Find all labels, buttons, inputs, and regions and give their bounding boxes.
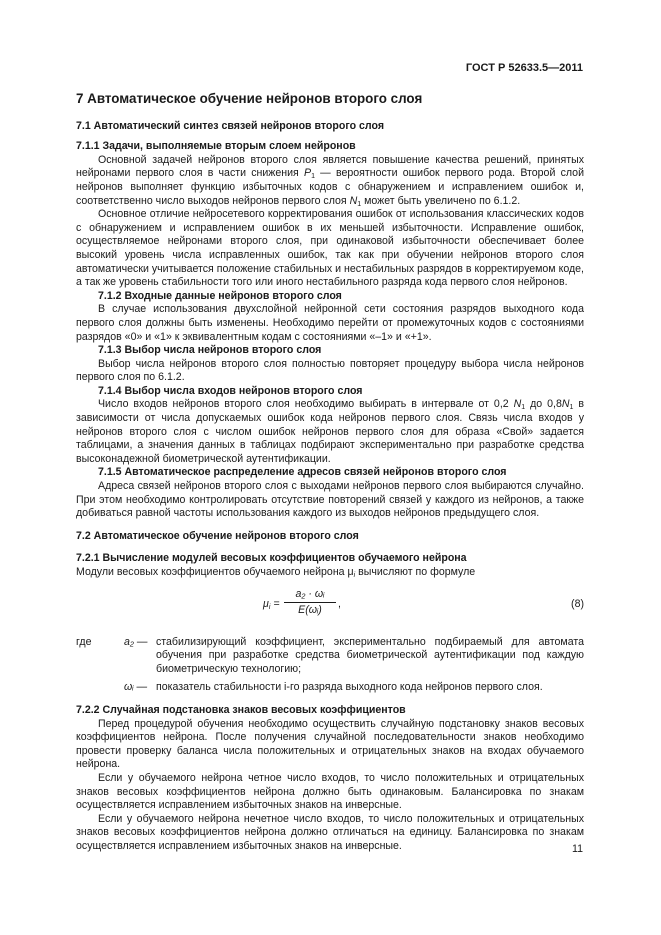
- section-7-2-2-title: 7.2.2 Случайная подстановка знаков весовых коэффициентов: [76, 703, 406, 716]
- section-7-title: 7 Автоматическое обучение нейронов второго слоя: [76, 91, 423, 106]
- section-7-1-4-title: 7.1.4 Выбор числа входов нейронов второго слоя: [98, 384, 363, 397]
- paragraph-7-2-1-1: Модули весовых коэффициентов обучаемого нейрона $\mu_i$ вычисляют по формуле: [76, 566, 476, 579]
- section-7-2-1-title: 7.2.1 Вычисление модулей весовых коэффициентов обучаемого нейрона: [76, 552, 467, 565]
- section-7-1-2-title: 7.1.2 Входные данные нейронов второго слоя: [98, 289, 342, 302]
- where-symbol: ωᵢ —: [124, 681, 148, 694]
- paragraph-7-2-2-3: Если у обучаемого нейрона нечетное число входов, то число положительных и отрицательных знаков весовых коэффициентов нейрона должно отличаться на единицу. Балансировка по знакам осуществляется исправлением избыточных знаков на инверсные.: [76, 812, 584, 852]
- paragraph-7-1-1-2: Основное отличие нейросетевого корректирования ошибок от использования классических кодов с обнаружением и исправлением ошибок в их меньшей избыточности. Исправление ошибок, осуществляемое нейронами второго слоя, при одинаковой избыточности обеспечивает более высокий уровень числа исправленных ошибок, так как при обучении нейронов второго слоя автоматически учитывается положение стабильных и нестабильных разрядов в корректируемом коде, а так же уровень стабильности того или иного нестабильного разряда кода первого слоя нейронов.: [76, 208, 584, 289]
- formula-numerator: a₂ · ωᵢ: [284, 588, 336, 604]
- section-7-1-3-title: 7.1.3 Выбор числа нейронов второго слоя: [98, 344, 322, 357]
- paragraph-7-1-1-1: Основной задачей нейронов второго слоя является повышение качества решений, принятых нейронами первого слоя в части снижения $P_1$ — вероятности ошибок первого рода. Второй слой нейронов выполняет функцию избыточных кодов с обнаружением и исправлением ошибок и, соответственно число выходов нейронов первого слоя $N_1$ может быть увеличено по 6.1.2.: [76, 153, 584, 208]
- formula-number: (8): [571, 597, 584, 610]
- where-list: [76, 636, 584, 695]
- standard-header: ГОСТ Р 52633.5—2011: [465, 62, 583, 74]
- paragraph-7-2-2-2: Если у обучаемого нейрона четное число входов, то число положительных и отрицательных знаков весовых коэффициентов нейрона должно быть одинаковым. Балансировка по знакам осуществляется исправлением избыточных знаков на инверсные.: [76, 771, 584, 812]
- formula-denominator: E(ωᵢ): [298, 604, 322, 617]
- formula-fraction: [284, 588, 336, 618]
- paragraph-7-1-4-1: Число входов нейронов второго слоя необходимо выбирать в интервале от 0,2 $N_1$ до $0,8N_1$ в зависимости от числа допускаемых ошибок кода нейронов первого слоя. Связь числа входов у нейронов второго слоя с числом ошибок нейронов первого слоя для образа «Свой» задается таблицами, а значения данных в таблицах подбирают экспериментально при разработке средства высоконадежной биометрической аутентификации.: [76, 398, 584, 465]
- where-description: показатель стабильности i-го разряда выходного кода нейронов первого слоя.: [156, 681, 543, 694]
- section-7-1-title: 7.1 Автоматический синтез связей нейронов второго слоя: [76, 119, 385, 132]
- section-7-1-5-title: 7.1.5 Автоматическое распределение адресов связей нейронов второго слоя: [98, 466, 507, 479]
- formula-8: [76, 588, 584, 626]
- paragraph-7-1-3-1: Выбор числа нейронов второго слоя полностью повторяет процедуру выбора числа нейронов первого слоя по 6.1.2.: [76, 357, 584, 384]
- paragraph-7-1-2-1: В случае использования двухслойной нейронной сети состояния разрядов выходного кода первого слоя должны быть изменены. Необходимо перейти от промежуточных кодов с состояниями разрядов «0» и «1» к эквивалентным кодам с состояниями «–1» и «+1».: [76, 303, 584, 343]
- where-description: стабилизирующий коэффициент, экспериментально подбираемый для автомата обучения при разработке средства биометрической аутентификации под каждую биометрическую технологию;: [156, 635, 584, 675]
- paragraph-7-1-5-1: Адреса связей нейронов второго слоя с выходами нейронов первого слоя выбираются случайно. При этом необходимо контролировать отсутствие повторений связей у каждого из нейронов, а также добиваться равной частоты использования каждого из выходов нейронов предыдущего слоя.: [76, 480, 584, 520]
- page-content: [76, 92, 584, 854]
- where-symbol: a₂ —: [124, 635, 148, 648]
- page-number: 11: [572, 843, 583, 855]
- section-7-1-1-title: 7.1.1 Задачи, выполняемые вторым слоем нейронов: [76, 140, 356, 153]
- formula-lhs: $\mu_i$ =: [263, 597, 280, 611]
- formula-tail: ,: [338, 597, 341, 610]
- paragraph-7-2-2-1: Перед процедурой обучения необходимо осуществить случайную подстановку знаков весовых коэффициентов нейрона. После получения случайной последовательности знаков необходимо провести проверку баланса числа положительных и отрицательных знаков на входах обучаемого нейрона.: [76, 717, 584, 771]
- where-label: где: [76, 635, 92, 648]
- section-7-2-title: 7.2 Автоматическое обучение нейронов второго слоя: [76, 529, 359, 542]
